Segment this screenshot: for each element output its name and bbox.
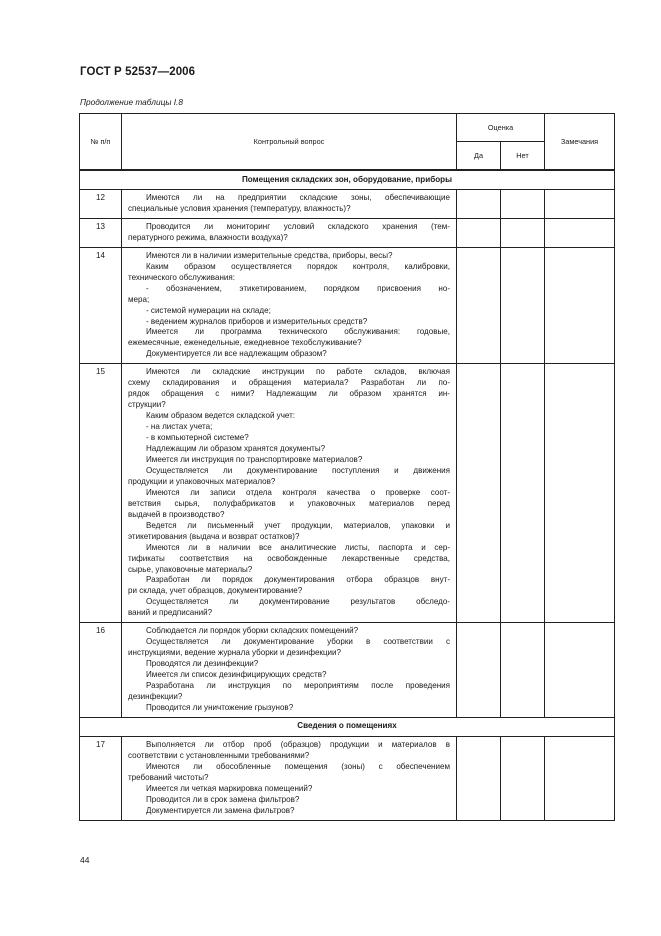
row-number: 12 (80, 190, 122, 219)
question-line: тификаты соответствия на освобожденные лекарственные средства, (128, 553, 450, 563)
table-row (80, 190, 615, 219)
header-yes: Да (457, 142, 501, 171)
answer-yes-cell (457, 247, 501, 364)
header-question: Контрольный вопрос (122, 114, 457, 171)
question-line: Проводится ли мониторинг условий складского хранения (тем- (146, 221, 450, 231)
question-line: технического обслуживания: (128, 272, 235, 282)
question-line: - обозначением, этикетированием, порядком присвоения но- (146, 283, 450, 293)
header-no: Нет (501, 142, 545, 171)
question-line: ежемесячные, еженедельные, ежедневное техобслуживание? (128, 338, 362, 348)
question-line: сырье, упаковочные материалы? (128, 564, 253, 574)
question-line: Имеются ли записи отдела контроля качества о проверке соот- (146, 487, 450, 497)
question-line: Имеется ли программа технического обслуживания: годовые, (146, 327, 450, 337)
question-line: инструкциями, ведение журнала уборки и дезинфекции? (128, 648, 342, 658)
question-line: дезинфекции? (128, 691, 183, 701)
question-line: соответствии с установленными требованиями? (128, 750, 310, 760)
notes-cell (545, 247, 615, 364)
question-line: Имеется ли четкая маркировка помещений? (146, 783, 313, 793)
table-row (80, 218, 615, 247)
row-number: 14 (80, 247, 122, 364)
question-line: специальные условия хранения (температуру, влажность)? (128, 203, 351, 213)
question-line: выдачей в производство? (128, 509, 225, 519)
page-number: 44 (80, 855, 90, 865)
question-line: Выполняется ли отбор проб (образцов) продукции и материалов в (146, 739, 450, 749)
question-line: этикетирования (выдача и возврат остатков)? (128, 531, 300, 541)
answer-no-cell (501, 247, 545, 364)
question-line: Имеется ли инструкция по транспортировке материалов? (146, 454, 363, 464)
question-line: струкции? (128, 400, 166, 410)
question-line: - на листах учета; (146, 422, 213, 432)
answer-yes-cell (457, 190, 501, 219)
question-line: Разработана ли инструкция по мероприятиям после проведения (146, 681, 450, 691)
question-text (122, 736, 457, 820)
question-text (122, 623, 457, 718)
answer-yes-cell (457, 364, 501, 623)
row-number: 13 (80, 218, 122, 247)
header-rating: Оценка (457, 114, 545, 142)
question-line: - в компьютерной системе? (146, 433, 249, 443)
header-notes: Замечания (545, 114, 615, 171)
answer-no-cell (501, 190, 545, 219)
table-row (80, 364, 615, 623)
question-line: Проводятся ли дезинфекции? (146, 659, 259, 669)
question-line: Имеются ли складские инструкции по работе складов, включая (146, 367, 450, 377)
answer-no-cell (501, 364, 545, 623)
question-text (122, 218, 457, 247)
row-number: 17 (80, 736, 122, 820)
question-line: Имеются ли на предприятии складские зоны, обеспечивающие (146, 193, 450, 202)
row-number: 15 (80, 364, 122, 623)
question-text (122, 247, 457, 364)
question-line: ваний и предписаний? (128, 608, 213, 618)
question-line: рядок обращения с ними? Надлежащим ли образом хранятся ин- (128, 389, 450, 399)
table-caption: Продолжение таблицы I.8 (80, 97, 183, 107)
question-line: Осуществляется ли документирование результатов обследо- (146, 597, 450, 607)
question-line: Каким образом ведется складской учет: (146, 411, 296, 421)
question-text (122, 190, 457, 219)
question-line: схему складирования и обращения материала? Разработан ли по- (128, 378, 450, 388)
question-line: Документируется ли замена фильтров? (146, 805, 295, 815)
notes-cell (545, 190, 615, 219)
answer-yes-cell (457, 736, 501, 820)
table-row (80, 623, 615, 718)
question-line: Имеются ли в наличии измерительные средства, приборы, весы? (146, 250, 393, 260)
question-line: Документируется ли все надлежащим образом? (146, 349, 327, 359)
question-line: Имеются ли в наличии все аналитические листы, паспорта и сер- (146, 542, 450, 552)
section-header-row (80, 170, 615, 190)
question-line: - системой нумерации на складе; (146, 305, 271, 315)
section-title: Помещения складских зон, оборудование, приборы (80, 170, 615, 190)
question-line: мера; (128, 294, 150, 304)
notes-cell (545, 623, 615, 718)
question-text (122, 364, 457, 623)
answer-no-cell (501, 736, 545, 820)
question-line: Ведется ли письменный учет продукции, материалов, упаковки и (146, 520, 450, 530)
question-line: требований чистоты? (128, 772, 209, 782)
question-line: Проводится ли уничтожение грызунов? (146, 702, 294, 712)
answer-yes-cell (457, 218, 501, 247)
question-line: Соблюдается ли порядок уборки складских помещений? (146, 626, 359, 636)
header-num: № п/п (80, 114, 122, 171)
question-line: Надлежащим ли образом хранятся документы? (146, 444, 326, 454)
question-line: ветствия сырья, полуфабрикатов и упаковочных материалов перед (128, 498, 450, 508)
table-row (80, 247, 615, 364)
row-number: 16 (80, 623, 122, 718)
table-row (80, 736, 615, 820)
document-title: ГОСТ Р 52537—2006 (80, 66, 196, 78)
question-line: пературного режима, влажности воздуха)? (128, 232, 288, 242)
question-line: ри склада, учет образцов, документирование? (128, 586, 303, 596)
question-line: Осуществляется ли документирование уборки в соответствии с (146, 637, 450, 647)
question-line: Разработан ли порядок документирования отбора образцов внут- (146, 575, 450, 585)
question-line: Имеются ли обособленные помещения (зоны) с обеспечением (146, 761, 450, 771)
answer-yes-cell (457, 623, 501, 718)
section-header-row (80, 717, 615, 736)
notes-cell (545, 364, 615, 623)
answer-no-cell (501, 623, 545, 718)
checklist-table (79, 113, 615, 821)
answer-no-cell (501, 218, 545, 247)
question-line: продукции и упаковочных материалов? (128, 476, 276, 486)
notes-cell (545, 218, 615, 247)
question-line: Каким образом осуществляется порядок контроля, калибровки, (146, 261, 450, 271)
notes-cell (545, 736, 615, 820)
question-line: Проводится ли в срок замена фильтров? (146, 794, 300, 804)
question-line: Осуществляется ли документирование поступления и движения (146, 465, 450, 475)
question-line: Имеется ли список дезинфицирующих средств? (146, 670, 327, 680)
section-title: Сведения о помещениях (80, 717, 615, 736)
question-line: - ведением журналов приборов и измерительных средств? (146, 316, 368, 326)
